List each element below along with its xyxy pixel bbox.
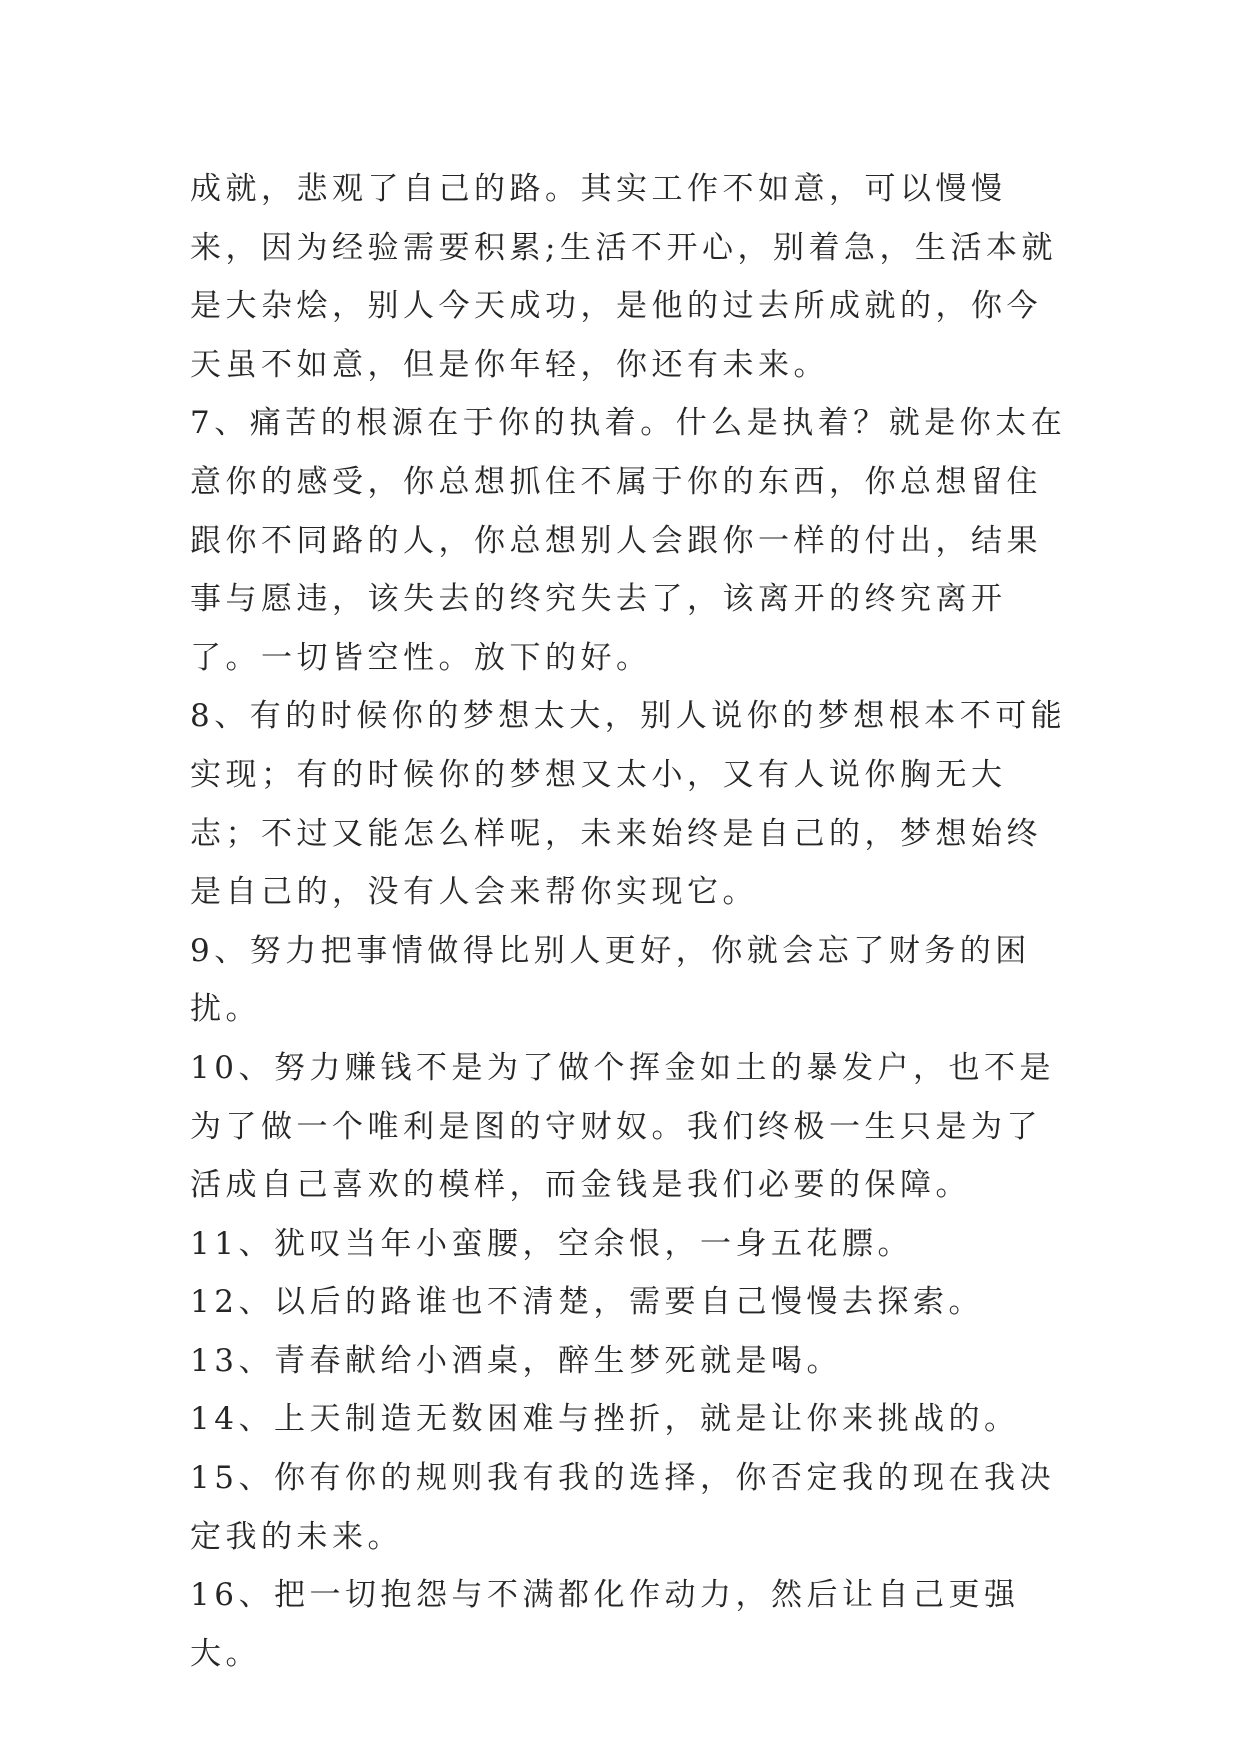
paragraph-item-8: 8、有的时候你的梦想太大，别人说你的梦想根本不可能实现；有的时候你的梦想又太小，又有人说你胸无大志；不过又能怎么样呢，未来始终是自己的，梦想始终是自己的，没有人会来帮你实现它。 xyxy=(190,698,1067,911)
paragraph-item-7: 7、痛苦的根源在于你的执着。什么是执着？就是你太在意你的感受，你总想抓住不属于你的东西，你总想留住跟你不同路的人，你总想别人会跟你一样的付出，结果事与愿违，该失去的终究失去了，该离开的终究离开了。一切皆空性。放下的好。 xyxy=(190,405,1067,676)
paragraph-item-15: 15、你有你的规则我有我的选择，你否定我的现在我决定我的未来。 xyxy=(190,1460,1055,1555)
paragraph-item-13: 13、青春献给小酒桌，醉生梦死就是喝。 xyxy=(190,1342,842,1379)
paragraph-item-11: 11、犹叹当年小蛮腰，空余恨，一身五花膘。 xyxy=(190,1225,913,1262)
paragraph-item-16: 16、把一切抱怨与不满都化作动力，然后让自己更强大。 xyxy=(190,1577,1020,1672)
paragraph-continuation: 成就，悲观了自己的路。其实工作不如意，可以慢慢来，因为经验需要积累;生活不开心，别着急，生活本就是大杂烩，别人今天成功，是他的过去所成就的，你今天虽不如意，但是你年轻，你还有未来。 xyxy=(190,171,1057,383)
paragraph-item-12: 12、以后的路谁也不清楚，需要自己慢慢去探索。 xyxy=(190,1284,984,1321)
paragraph-item-14: 14、上天制造无数困难与挫折，就是让你来挑战的。 xyxy=(190,1401,1020,1438)
document-body xyxy=(190,160,1070,1683)
paragraph-item-9: 9、努力把事情做得比别人更好，你就会忘了财务的困扰。 xyxy=(190,932,1031,1028)
paragraph-item-10: 10、努力赚钱不是为了做个挥金如土的暴发户，也不是为了做一个唯利是图的守财奴。我们终极一生只是为了活成自己喜欢的模样，而金钱是我们必要的保障。 xyxy=(190,1049,1055,1204)
